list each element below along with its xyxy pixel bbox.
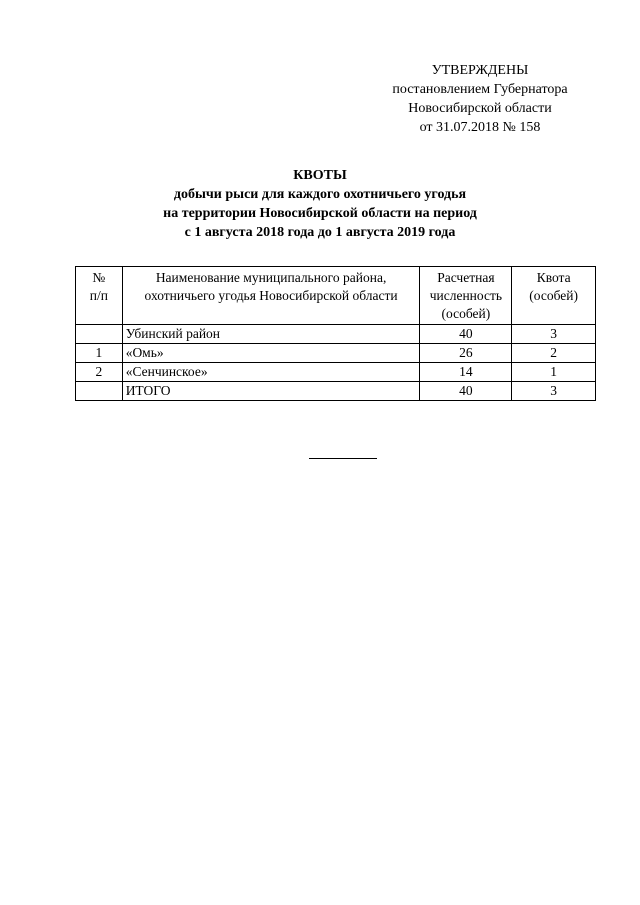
title-line-3: с 1 августа 2018 года до 1 августа 2019 года (184, 225, 456, 240)
row-estimated-count: 14 (420, 363, 512, 382)
header-name (122, 267, 420, 325)
header-quota-line-2: (особей) (529, 288, 579, 303)
header-quota (512, 267, 596, 325)
row-number: 2 (76, 363, 123, 382)
end-separator-line (309, 458, 377, 459)
quota-table (75, 266, 596, 401)
table-total-row (76, 382, 596, 401)
approval-date-number: от 31.07.2018 № 158 (419, 120, 541, 135)
row-quota: 1 (512, 363, 596, 382)
row-quota: 3 (512, 382, 596, 401)
title-heading: КВОТЫ (293, 168, 347, 183)
approval-block (380, 61, 580, 137)
approval-authority: постановлением Губернатора (392, 82, 568, 97)
header-calc-line-1: Расчетная (437, 270, 495, 285)
row-number (76, 382, 123, 401)
header-calc-line-3: (особей) (441, 306, 491, 321)
table-header-row (76, 267, 596, 325)
header-estimated-count (420, 267, 512, 325)
document-title (130, 166, 510, 242)
row-estimated-count: 40 (420, 325, 512, 344)
row-estimated-count: 26 (420, 344, 512, 363)
header-calc-line-2: численность (429, 288, 503, 303)
row-quota: 3 (512, 325, 596, 344)
row-name: «Сенчинское» (122, 363, 420, 382)
row-name: «Омь» (122, 344, 420, 363)
row-number (76, 325, 123, 344)
header-number-symbol: № (92, 270, 106, 285)
header-number (76, 267, 123, 325)
table-row (76, 344, 596, 363)
header-number-abbr: п/п (89, 288, 108, 303)
header-quota-line-1: Квота (536, 270, 571, 285)
row-name: Убинский район (122, 325, 420, 344)
row-quota: 2 (512, 344, 596, 363)
row-number: 1 (76, 344, 123, 363)
header-name-line-1: Наименование муниципального района, (155, 270, 387, 285)
title-line-2: на территории Новосибирской области на период (163, 206, 477, 221)
row-estimated-count: 40 (420, 382, 512, 401)
approval-status: УТВЕРЖДЕНЫ (431, 63, 529, 78)
approval-region: Новосибирской области (408, 101, 552, 116)
row-name: ИТОГО (122, 382, 420, 401)
title-line-1: добычи рыси для каждого охотничьего угодья (173, 187, 467, 202)
table-row (76, 325, 596, 344)
table-row (76, 363, 596, 382)
header-name-line-2: охотничьего угодья Новосибирской области (144, 288, 398, 303)
